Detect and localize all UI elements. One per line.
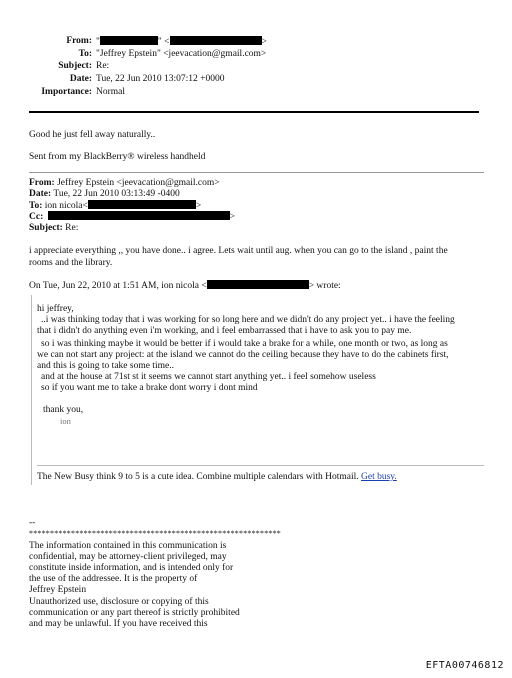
quoted-to-close: > <box>195 201 202 211</box>
importance-value: Normal <box>96 87 126 97</box>
quote-line: ..i was thinking today that i was working for so long here and we didn't do any project yet.. i have the feeling <box>41 315 455 325</box>
quoted-to-label: To: <box>29 201 43 211</box>
quote-line: that i didn't do anything even i'm working, and i feel embarrassed that i have to ask you to pay me. <box>37 326 412 336</box>
quote-signoff: thank you, <box>43 405 84 415</box>
quoted-from <box>29 178 220 189</box>
header-divider <box>29 111 479 113</box>
quoted-to-value: ion nicola< <box>44 201 88 211</box>
disclaimer-line: The information contained in this communication is <box>29 541 227 551</box>
bates-number: EFTA00746812 <box>425 660 504 671</box>
importance-label: Importance: <box>41 87 92 97</box>
quote-line: we can not start any project: at the island we cannot do the ceiling because they have to do the cabinets first, <box>37 350 449 360</box>
message-line: rooms and the library. <box>29 258 113 268</box>
quoted-subject-label: Subject: <box>29 223 63 233</box>
from-close: > <box>261 37 267 47</box>
from-suffix: " < <box>157 37 170 47</box>
from-label: From: <box>66 36 92 46</box>
get-busy-link[interactable]: Get busy. <box>361 472 397 482</box>
disclaimer-stars: ************************************************************ <box>29 529 281 538</box>
subject-label: Subject: <box>58 61 92 71</box>
quote-signature: ion <box>60 416 71 426</box>
date-label: Date: <box>69 74 92 84</box>
reply-signature: Sent from my BlackBerry® wireless handheld <box>29 152 206 162</box>
quoted-from-label: From: <box>29 178 55 188</box>
redaction-block <box>170 36 262 45</box>
quote-line: and this is going to take some time.. <box>37 361 174 371</box>
disclaimer-line: constitute inside information, and is intended only for <box>29 563 234 573</box>
quoted-subject <box>29 223 78 234</box>
quote-line: so i was thinking maybe it would be better if i would take a brake for a while, one month or two, as long as <box>41 339 448 349</box>
quote-bar <box>31 295 32 485</box>
quoted-date-value: Tue, 22 Jun 2010 03:13:49 -0400 <box>53 189 180 199</box>
quoted-cc-close: > <box>229 212 235 222</box>
hotmail-footer-text: The New Busy think 9 to 5 is a cute idea. Combine multiple calendars with Hotmail. <box>37 472 361 482</box>
quoted-date <box>29 189 180 200</box>
quote-greeting: hi jeffrey, <box>37 304 74 314</box>
quoted-from-value: Jeffrey Epstein <jeevacation@gmail.com> <box>57 178 220 188</box>
from-prefix: " <box>96 37 100 47</box>
quote-divider <box>29 172 484 173</box>
to-value: "Jeffrey Epstein" <jeevacation@gmail.com> <box>96 49 267 59</box>
quoted-cc-label: Cc: <box>29 212 44 222</box>
reply-line: Good he just fell away naturally.. <box>29 130 156 140</box>
quoted-date-label: Date: <box>29 189 52 199</box>
from-value <box>96 36 267 48</box>
quoted-cc <box>29 211 235 223</box>
disclaimer-line: Jeffrey Epstein <box>29 585 87 595</box>
disclaimer-line: communication or any part thereof is strictly prohibited <box>29 608 240 618</box>
quote-line: and at the house at 71st st it seems we cannot start anything yet.. i feel somehow useless <box>41 372 376 382</box>
signature-dashes: -- <box>29 518 36 528</box>
on-wrote-prefix: On Tue, Jun 22, 2010 at 1:51 AM, ion nicola < <box>29 281 207 291</box>
to-label: To: <box>78 49 92 59</box>
hotmail-footer <box>37 472 397 483</box>
date-value: Tue, 22 Jun 2010 13:07:12 +0000 <box>96 74 225 84</box>
redaction-block <box>100 36 158 45</box>
on-wrote-suffix: > wrote: <box>308 281 341 291</box>
disclaimer-line: and may be unlawful. If you have received this <box>29 619 208 629</box>
hotmail-divider <box>37 465 484 466</box>
quoted-subject-value: Re: <box>65 223 79 233</box>
redaction-block <box>207 280 309 289</box>
redaction-block <box>48 211 230 220</box>
subject-value: Re: <box>96 61 110 71</box>
redaction-block <box>88 200 196 209</box>
disclaimer-line: Unauthorized use, disclosure or copying of this <box>29 597 209 607</box>
message-line: i appreciate everything ,, you have done.. i agree. Lets wait until aug. when you can go to the island , paint the <box>29 246 448 256</box>
disclaimer-line: confidential, may be attorney-client privileged, may <box>29 552 227 562</box>
on-wrote-line <box>29 280 341 292</box>
quote-line: so if you want me to take a brake dont worry i dont mind <box>41 383 258 393</box>
disclaimer-line: the use of the addressee. It is the property of <box>29 574 198 584</box>
